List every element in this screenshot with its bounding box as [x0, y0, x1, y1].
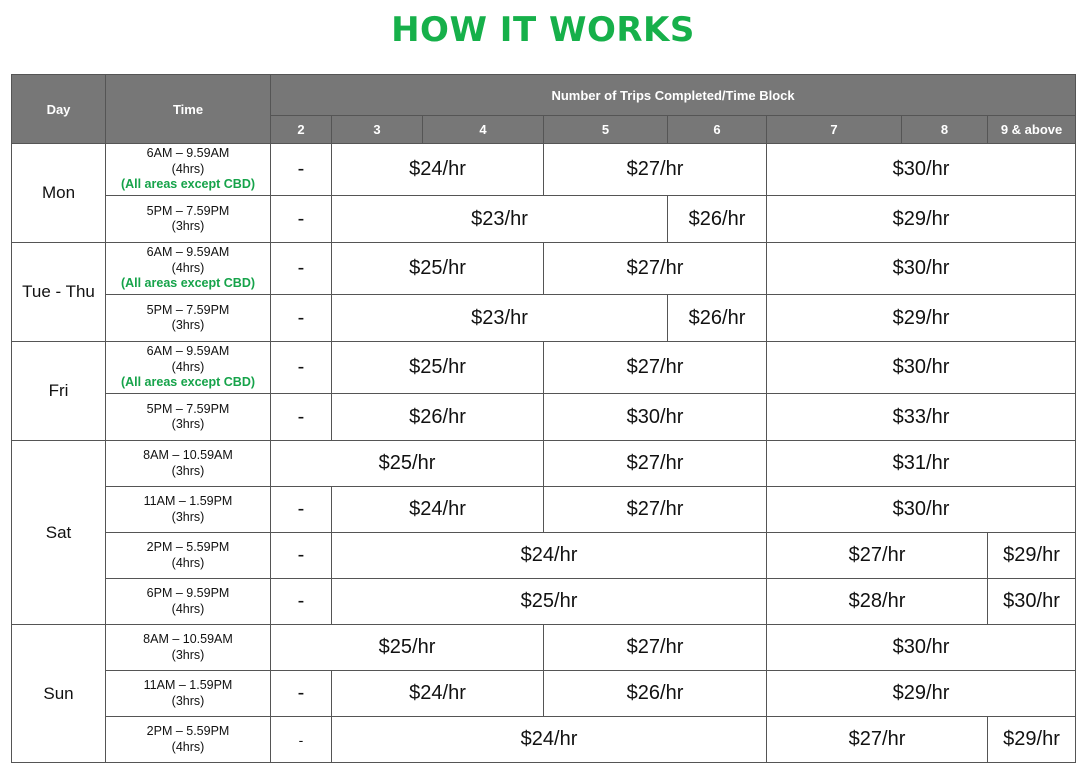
- rate-cell: $29/hr: [988, 533, 1076, 579]
- time-duration: (3hrs): [171, 219, 205, 233]
- table-row: [12, 579, 1076, 625]
- table-row: [12, 196, 1076, 243]
- header-col-7: 7: [767, 116, 902, 144]
- rate-cell: -: [271, 144, 332, 196]
- rate-cell: $29/hr: [767, 196, 1076, 243]
- time-range: 5PM – 7.59PM: [146, 302, 230, 317]
- rate-cell: -: [271, 671, 332, 717]
- time-range: 2PM – 5.59PM: [146, 724, 230, 738]
- rate-cell: $26/hr: [668, 295, 767, 342]
- time-range: 6PM – 9.59PM: [146, 586, 230, 600]
- time-range: 6AM – 9.59AM: [146, 344, 230, 359]
- rate-cell: $26/hr: [332, 394, 544, 441]
- rate-cell: $25/hr: [271, 625, 544, 671]
- time-duration: (4hrs): [171, 161, 205, 176]
- rate-cell: $30/hr: [767, 342, 1076, 394]
- time-duration: (3hrs): [171, 417, 205, 431]
- rate-cell: $23/hr: [332, 196, 668, 243]
- header-col-5: 5: [544, 116, 668, 144]
- rate-cell: $24/hr: [332, 487, 544, 533]
- time-note: (All areas except CBD): [120, 177, 256, 192]
- time-cell: [106, 144, 271, 196]
- time-range: 2PM – 5.59PM: [146, 540, 230, 554]
- time-cell: [106, 487, 271, 533]
- rate-cell: $31/hr: [767, 441, 1076, 487]
- time-duration: (3hrs): [171, 318, 205, 332]
- table-row: [12, 394, 1076, 441]
- rate-cell: $27/hr: [767, 717, 988, 763]
- rates-table: [11, 74, 1076, 763]
- rate-cell: -: [271, 243, 332, 295]
- time-cell: [106, 717, 271, 763]
- rate-cell: -: [271, 533, 332, 579]
- time-cell: [106, 579, 271, 625]
- rate-cell: $28/hr: [767, 579, 988, 625]
- day-cell: Fri: [12, 342, 106, 441]
- table-row: [12, 144, 1076, 196]
- rate-cell: $24/hr: [332, 671, 544, 717]
- rate-cell: $25/hr: [332, 579, 767, 625]
- header-trips: Number of Trips Completed/Time Block: [271, 75, 1076, 116]
- rate-cell: $27/hr: [544, 487, 767, 533]
- rate-cell: -: [271, 196, 332, 243]
- header-col-4: 4: [423, 116, 544, 144]
- table-row: [12, 671, 1076, 717]
- rate-cell: $30/hr: [544, 394, 767, 441]
- table-row: [12, 717, 1076, 763]
- header-col-2: 2: [271, 116, 332, 144]
- time-cell: [106, 243, 271, 295]
- rate-cell: $23/hr: [332, 295, 668, 342]
- day-cell: Mon: [12, 144, 106, 243]
- time-range: 6AM – 9.59AM: [146, 245, 230, 260]
- rate-cell: $27/hr: [767, 533, 988, 579]
- table-row: [12, 625, 1076, 671]
- page-title: HOW IT WORKS: [391, 10, 695, 50]
- table-row: [12, 533, 1076, 579]
- time-duration: (3hrs): [171, 647, 205, 662]
- rate-cell: $30/hr: [988, 579, 1076, 625]
- time-range: 6AM – 9.59AM: [146, 146, 230, 161]
- rate-cell: $33/hr: [767, 394, 1076, 441]
- time-range: 8AM – 10.59AM: [143, 448, 233, 462]
- time-duration: (4hrs): [171, 260, 205, 275]
- rate-cell: -: [271, 717, 332, 763]
- time-duration: (4hrs): [171, 739, 205, 754]
- time-cell: [106, 625, 271, 671]
- rate-cell: -: [271, 487, 332, 533]
- header-col-3: 3: [332, 116, 423, 144]
- rate-cell: -: [271, 394, 332, 441]
- time-note: (All areas except CBD): [120, 276, 256, 291]
- rate-cell: $30/hr: [767, 625, 1076, 671]
- rate-cell: $25/hr: [332, 342, 544, 394]
- rate-cell: $24/hr: [332, 533, 767, 579]
- time-cell: [106, 671, 271, 717]
- time-duration: (4hrs): [171, 555, 205, 570]
- rate-cell: $25/hr: [271, 441, 544, 487]
- header-day: Day: [12, 75, 106, 144]
- table-row: [12, 441, 1076, 487]
- rate-cell: $24/hr: [332, 144, 544, 196]
- table-row: [12, 342, 1076, 394]
- time-duration: (4hrs): [171, 601, 205, 616]
- rate-cell: -: [271, 295, 332, 342]
- rate-cell: $26/hr: [668, 196, 767, 243]
- rate-cell: $26/hr: [544, 671, 767, 717]
- time-range: 5PM – 7.59PM: [146, 203, 230, 218]
- time-cell: [106, 295, 271, 342]
- header-col-8: 8: [902, 116, 988, 144]
- day-cell: Sun: [12, 625, 106, 763]
- header-time: Time: [106, 75, 271, 144]
- rate-cell: $29/hr: [767, 295, 1076, 342]
- day-cell: Tue - Thu: [12, 243, 106, 342]
- time-range: 8AM – 10.59AM: [143, 632, 233, 646]
- rate-cell: $27/hr: [544, 243, 767, 295]
- time-range: 11AM – 1.59PM: [143, 494, 233, 508]
- time-duration: (3hrs): [171, 509, 205, 524]
- rate-cell: $30/hr: [767, 487, 1076, 533]
- header-col-6: 6: [668, 116, 767, 144]
- time-note: (All areas except CBD): [120, 375, 256, 390]
- table-row: [12, 243, 1076, 295]
- time-range: 5PM – 7.59PM: [146, 401, 230, 416]
- rate-cell: $29/hr: [767, 671, 1076, 717]
- rate-cell: -: [271, 579, 332, 625]
- rate-cell: -: [271, 342, 332, 394]
- header-col-9-above: 9 & above: [988, 116, 1076, 144]
- rate-cell: $27/hr: [544, 144, 767, 196]
- time-cell: [106, 196, 271, 243]
- time-duration: (4hrs): [171, 359, 205, 374]
- rate-cell: $29/hr: [988, 717, 1076, 763]
- rate-cell: $27/hr: [544, 441, 767, 487]
- time-duration: (3hrs): [171, 463, 205, 478]
- rate-cell: $27/hr: [544, 625, 767, 671]
- table-row: [12, 487, 1076, 533]
- rate-cell: $24/hr: [332, 717, 767, 763]
- rate-cell: $30/hr: [767, 243, 1076, 295]
- rate-cell: $27/hr: [544, 342, 767, 394]
- table-row: [12, 295, 1076, 342]
- time-cell: [106, 441, 271, 487]
- time-cell: [106, 533, 271, 579]
- day-cell: Sat: [12, 441, 106, 625]
- time-cell: [106, 394, 271, 441]
- time-duration: (3hrs): [171, 693, 205, 708]
- time-range: 11AM – 1.59PM: [143, 678, 233, 692]
- time-cell: [106, 342, 271, 394]
- rate-cell: $25/hr: [332, 243, 544, 295]
- rate-cell: $30/hr: [767, 144, 1076, 196]
